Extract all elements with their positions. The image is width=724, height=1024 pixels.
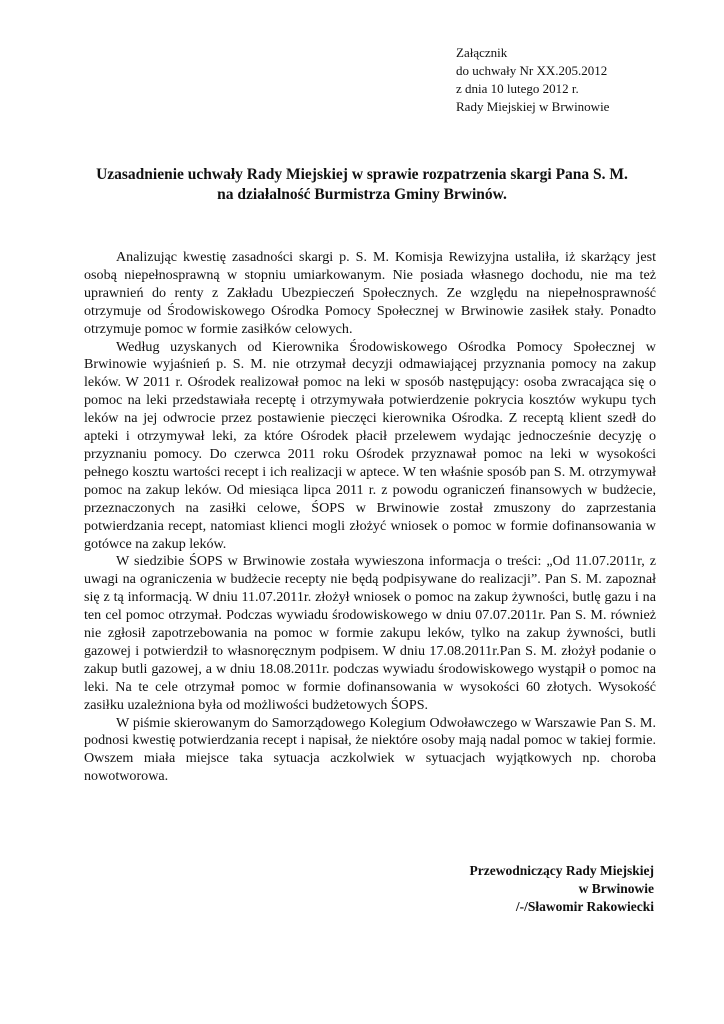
signature-role: Przewodniczący Rady Miejskiej (469, 863, 654, 878)
annex-header (456, 44, 696, 116)
body-paragraph: Według uzyskanych od Kierownika Środowiskowego Ośrodka Pomocy Społecznej w Brwinowie wyjaśnień p. S. M. nie otrzymał decyzji odmawiającej przyznania pomocy na zakup leków. W 2011 r. Ośrodek realizował pomoc na leki w sposób następujący: osoba zwracająca się o pomoc na leki przedstawiała receptę i otrzymywała potwierdzenie pokrycia kosztów wykupu tych leków na jej odwrocie przez postawienie pieczęci kierownika Ośrodka. Z receptą klient szedł do apteki i otrzymywał leki, za które Ośrodek płacił przelewem wydając jednocześnie decyzję o przyznaniu pomocy. Do czerwca 2011 roku Ośrodek przyznawał pomoc na leki w wysokości pełnego kosztu wartości recept i ich realizacji w aptece. W ten właśnie sposób pan S. M. otrzymywał pomoc na zakup leków. Od miesiąca lipca 2011 r. z powodu ograniczeń finansowych w budżecie, przeznaczonych na zasiłki celowe, ŚOPS w Brwinowie został zmuszony do zaprzestania potwierdzania recept, natomiast klienci mogli złożyć wniosek o pomoc w formie dofinansowania w gotówce na zakup leków. (84, 338, 656, 552)
annex-resolution-number: do uchwały Nr XX.205.2012 (456, 63, 608, 78)
signature-location: w Brwinowie (578, 881, 654, 896)
body-paragraph: W siedzibie ŚOPS w Brwinowie została wywieszona informacja o treści: „Od 11.07.2011r, z uwagi na ograniczenia w budżecie recepty nie będą podpisywane do realizacji”. Pan S. M. zapoznał się z tą informacją. W dniu 11.07.2011r. złożył wniosek o pomoc na zakup żywności, butlę gazu i na ten cel pomoc otrzymał. Podczas wywiadu środowiskowego w dniu 07.07.2011r. Pan S. M. również nie zgłosił zapotrzebowania na pomoc w formie zakupu leków, tylko na zakup żywności, butli gazowej i potwierdził to własnoręcznym podpisem. W dniu 17.08.2011r.Pan S. M. złożył podanie o zakup butli gazowej, a w dniu 18.08.2011r. podczas wywiadu środowiskowego wystąpił o pomoc na leki. Na te cele otrzymał pomoc w formie dofinansowania w wysokości 60 złotych. Wysokość zasiłku uzależniona była od możliwości budżetowych ŚOPS. (84, 553, 656, 713)
body-paragraph: W piśmie skierowanym do Samorządowego Kolegium Odwoławczego w Warszawie Pan S. M. podnosi kwestię potwierdzania recept i napisał, że niektóre osoby mają nadal pomoc w takiej formie. Owszem miała miejsce taka sytuacja aczkolwiek w sytuacjach wyjątkowych np. choroba nowotworowa. (84, 714, 656, 785)
document-body (84, 249, 656, 786)
annex-council: Rady Miejskiej w Brwinowie (456, 99, 610, 114)
signature-name: /-/Sławomir Rakowiecki (515, 899, 654, 914)
document-title (40, 165, 684, 205)
annex-date: z dnia 10 lutego 2012 r. (456, 81, 579, 96)
annex-label: Załącznik (456, 45, 508, 60)
title-line-2: na działalność Burmistrza Gminy Brwinów. (217, 186, 507, 203)
body-paragraph: Analizując kwestię zasadności skargi p. S. M. Komisja Rewizyjna ustaliła, iż skarżący jest osobą niepełnosprawną w stopniu umiarkowanym. Nie posiada własnego dochodu, nie ma też uprawnień do renty z Zakładu Ubezpieczeń Społecznych. Ze względu na niepełnosprawność otrzymuje od Środowiskowego Ośrodka Pomocy Społecznej w Brwinowie zasiłek stały. Ponadto otrzymuje pomoc w formie zasiłków celowych. (84, 249, 656, 337)
signature-block (410, 862, 654, 916)
title-line-1: Uzasadnienie uchwały Rady Miejskiej w sprawie rozpatrzenia skargi Pana S. M. (96, 166, 628, 183)
